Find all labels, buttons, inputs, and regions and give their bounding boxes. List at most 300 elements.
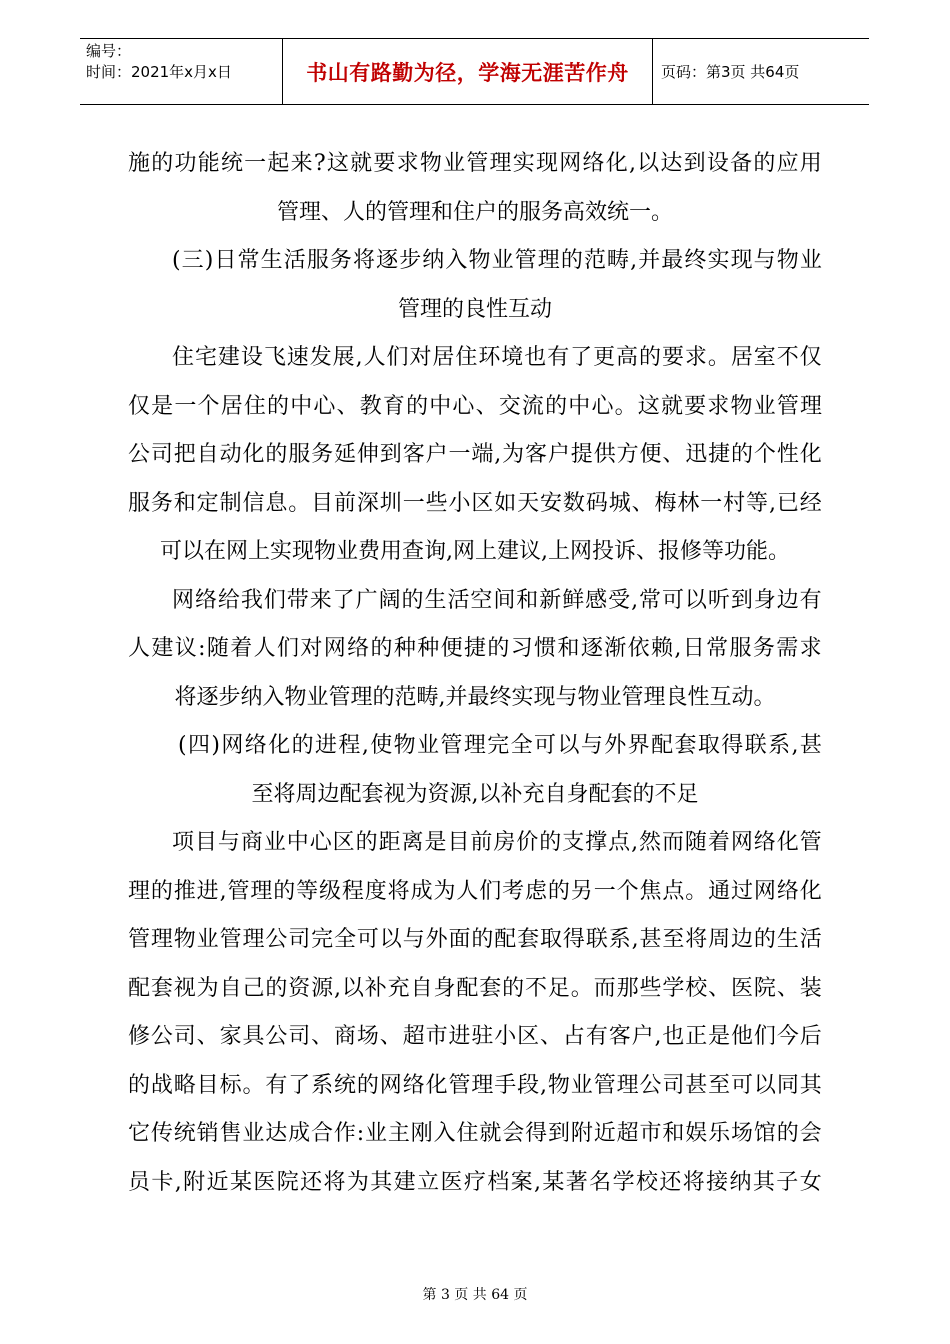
- text-line: [128, 625, 822, 674]
- text-char: 支: [562, 830, 585, 855]
- text-char: 络: [244, 733, 267, 758]
- text-char: 。: [707, 345, 730, 370]
- text-line-content: 可以在网上实现物业费用查询,网上建议,上网投诉、报修等功能。: [160, 539, 790, 564]
- text-char: 离: [401, 830, 424, 855]
- text-char: 随: [206, 636, 229, 661]
- text-char: 延: [334, 442, 357, 467]
- text-char: 修: [128, 1024, 151, 1049]
- text-line: [128, 237, 822, 286]
- document-body: [128, 140, 822, 1207]
- text-char: 是: [151, 393, 174, 419]
- text-line: [128, 577, 822, 626]
- text-char: 管: [799, 830, 822, 855]
- text-char: 活: [799, 927, 822, 952]
- text-char: 化: [425, 1072, 448, 1098]
- text-char: 户: [547, 442, 570, 467]
- text-char: 超: [402, 1024, 425, 1049]
- document-number-label: 编号：: [86, 42, 132, 60]
- text-char: 和: [516, 587, 539, 613]
- text-char: 三: [181, 248, 204, 273]
- text-char: 乐: [708, 1121, 731, 1146]
- text-char: 逐: [376, 248, 399, 273]
- text-char: 段: [517, 1072, 540, 1098]
- text-char: 项: [172, 830, 195, 855]
- text-char: 业: [365, 1121, 388, 1146]
- text-char: :: [356, 1121, 365, 1146]
- text-char: 身: [753, 587, 776, 613]
- text-char: 同: [776, 1072, 799, 1098]
- text-char: 务: [311, 442, 334, 467]
- text-char: 考: [502, 878, 525, 904]
- text-char: 程: [338, 733, 361, 758]
- text-char: 们: [479, 878, 502, 904]
- text-char: 施: [128, 151, 151, 176]
- text-char: 能: [197, 151, 220, 176]
- text-char: 司: [662, 1072, 685, 1098]
- text-char: 梅: [654, 490, 677, 516]
- text-char: 着: [230, 636, 253, 661]
- text-char: 最: [661, 248, 684, 273]
- text-char: 个: [616, 878, 639, 904]
- text-char: 、: [379, 1024, 402, 1049]
- text-char: 距: [378, 830, 401, 855]
- text-char: 校: [635, 1169, 658, 1195]
- text-char: 司: [288, 927, 311, 952]
- text-char: 一: [593, 878, 616, 904]
- text-char: 、: [776, 975, 799, 1001]
- text-char: 物: [468, 248, 491, 273]
- text-char: 们: [263, 587, 286, 613]
- text-char: 些: [425, 490, 448, 516]
- text-char: 案: [510, 1169, 533, 1195]
- text-char: 育: [382, 393, 405, 419]
- text-char: 前: [470, 830, 493, 855]
- text-char: 交: [498, 393, 521, 419]
- text-char: 中: [290, 393, 313, 419]
- text-char: 个: [197, 393, 220, 419]
- text-char: (: [178, 733, 187, 758]
- text-char: 身: [433, 975, 456, 1001]
- text-char: 带: [286, 587, 309, 613]
- text-char: 取: [540, 927, 563, 952]
- text-char: 联: [744, 733, 767, 758]
- text-char: 提: [570, 442, 593, 467]
- text-char: 公: [128, 442, 151, 467]
- text-char: 以: [753, 1072, 776, 1098]
- text-line: [128, 189, 822, 238]
- text-char: 销: [196, 1121, 219, 1146]
- text-char: 院: [276, 1169, 299, 1195]
- text-char: 物: [547, 1072, 570, 1098]
- text-char: 不: [776, 345, 799, 370]
- text-line: [128, 868, 822, 917]
- text-char: 区: [471, 490, 494, 516]
- text-char: 间: [493, 587, 516, 613]
- text-char: 、: [540, 1024, 563, 1049]
- text-line: [128, 674, 822, 723]
- text-char: 和: [557, 636, 580, 661]
- text-char: 商: [240, 830, 263, 855]
- text-char: 与: [402, 927, 425, 952]
- text-char: 的: [753, 151, 776, 176]
- text-char: 仅: [799, 345, 822, 370]
- text-char: 系: [608, 927, 631, 952]
- text-char: 了: [570, 345, 593, 370]
- text-char: 境: [501, 345, 524, 370]
- text-char: 宅: [194, 345, 217, 370]
- text-char: 居: [432, 345, 455, 370]
- text-char: 常: [639, 587, 662, 613]
- header-page-info: 页码：第3页 共64页: [661, 63, 800, 81]
- text-char: 便: [639, 442, 662, 467]
- text-char: 实: [512, 151, 535, 176]
- text-char: 动: [219, 442, 242, 467]
- text-char: 就: [660, 393, 683, 419]
- text-char: 推: [173, 878, 196, 904]
- text-char: 充: [387, 975, 410, 1001]
- text-char: 发: [309, 345, 332, 370]
- text-char: 甚: [685, 1072, 708, 1098]
- text-char: 主: [387, 1121, 410, 1146]
- text-char: 们: [753, 1024, 776, 1049]
- text-char: 随: [684, 830, 707, 855]
- text-char: 套: [150, 975, 173, 1001]
- text-char: 展: [332, 345, 355, 370]
- text-char: 近: [206, 1169, 229, 1195]
- text-char: 将: [682, 1169, 705, 1195]
- text-char: 视: [173, 975, 196, 1001]
- text-char: 。: [570, 975, 593, 1001]
- text-char: ,: [628, 151, 636, 176]
- text-char: 理: [242, 927, 265, 952]
- text-char: 进: [448, 1024, 471, 1049]
- text-char: 、: [631, 490, 654, 516]
- text-char: 装: [799, 975, 822, 1001]
- text-char: 心: [309, 830, 332, 855]
- text-char: 的: [151, 151, 174, 176]
- text-char: 林: [677, 490, 700, 516]
- text-char: 逐: [580, 636, 603, 661]
- text-line: [128, 383, 822, 432]
- text-char: 至: [662, 927, 685, 952]
- text-char: 生: [424, 587, 447, 613]
- text-char: 服: [288, 442, 311, 467]
- text-char: 馆: [753, 1121, 776, 1146]
- text-char: 到: [548, 1121, 571, 1146]
- text-char: 业: [570, 1072, 593, 1098]
- text-char: 公: [150, 1024, 173, 1049]
- text-char: 区: [332, 830, 355, 855]
- text-char: 然: [639, 830, 662, 855]
- text-char: 物: [730, 393, 753, 419]
- text-char: 人: [363, 345, 386, 370]
- text-char: 服: [128, 490, 151, 516]
- text-char: ): [204, 248, 214, 273]
- text-char: 配: [456, 975, 479, 1001]
- text-char: 的: [150, 878, 173, 904]
- text-char: 数: [562, 490, 585, 516]
- text-char: 学: [612, 1169, 635, 1195]
- text-char: 流: [521, 393, 544, 419]
- text-char: 会: [799, 1121, 822, 1146]
- text-char: 到: [730, 587, 753, 613]
- text-char: 方: [616, 442, 639, 467]
- text-char: 套: [517, 927, 540, 952]
- text-char: 外: [425, 927, 448, 952]
- text-char: 捷: [464, 636, 487, 661]
- text-line: [128, 1159, 822, 1208]
- text-char: 服: [306, 248, 329, 273]
- text-char: 配: [128, 975, 151, 1001]
- text-char: 客: [525, 442, 548, 467]
- text-char: 管: [448, 1072, 471, 1098]
- text-char: 己: [242, 975, 265, 1001]
- text-char: 功: [174, 151, 197, 176]
- text-char: 人: [128, 636, 151, 661]
- text-char: 一: [402, 490, 425, 516]
- text-char: 求: [396, 151, 419, 176]
- text-char: 以: [684, 587, 707, 613]
- text-char: 的: [487, 636, 510, 661]
- text-char: 日: [682, 636, 705, 661]
- text-char: 度: [364, 878, 387, 904]
- text-char: 、: [662, 442, 685, 467]
- text-char: 附: [570, 1121, 593, 1146]
- header-meta: [80, 39, 283, 104]
- text-char: 设: [240, 345, 263, 370]
- text-char: 为: [502, 442, 525, 467]
- text-char: 的: [545, 393, 568, 419]
- text-char: 点: [662, 878, 685, 904]
- text-char: 源: [311, 975, 334, 1001]
- text-char: 过: [731, 878, 754, 904]
- text-char: 空: [470, 587, 493, 613]
- text-char: 其: [370, 1169, 393, 1195]
- text-char: 起: [267, 151, 290, 176]
- text-char: 生: [260, 248, 283, 273]
- text-char: 建: [217, 345, 240, 370]
- text-char: 与: [217, 830, 240, 855]
- text-char: 室: [753, 345, 776, 370]
- text-char: 了: [332, 587, 355, 613]
- text-char: 。: [614, 393, 637, 419]
- text-char: 化: [242, 442, 265, 467]
- text-char: 并: [638, 248, 661, 273]
- text-char: 超: [616, 1121, 639, 1146]
- text-char: 们: [277, 636, 300, 661]
- text-char: 的: [291, 733, 314, 758]
- text-char: 管: [776, 393, 799, 419]
- text-char: 甚: [639, 927, 662, 952]
- text-char: 到: [379, 442, 402, 467]
- text-char: 名: [589, 1169, 612, 1195]
- text-char: 来: [290, 151, 313, 176]
- text-char: 程: [341, 878, 364, 904]
- text-char: 具: [242, 1024, 265, 1049]
- text-char: 络: [776, 878, 799, 904]
- text-char: 会: [502, 1121, 525, 1146]
- text-char: 一: [448, 442, 471, 467]
- text-char: 化: [776, 830, 799, 855]
- text-char: 们: [386, 345, 409, 370]
- text-char: 广: [355, 587, 378, 613]
- text-char: 医: [731, 975, 754, 1001]
- text-char: 住: [455, 345, 478, 370]
- text-char: 应: [776, 151, 799, 176]
- text-char: 现: [730, 248, 753, 273]
- text-line: [128, 528, 822, 577]
- text-char: 某: [229, 1169, 252, 1195]
- page-header: [80, 38, 869, 105]
- text-char: 点: [608, 830, 631, 855]
- text-char: 中: [568, 393, 591, 419]
- document-time: 时间：2021年x月x日: [86, 63, 232, 81]
- text-char: 占: [562, 1024, 585, 1049]
- text-char: 而: [593, 975, 616, 1001]
- text-char: 后: [799, 1024, 822, 1049]
- text-char: 的: [401, 587, 424, 613]
- text-char: 理: [799, 393, 822, 419]
- text-char: 客: [608, 1024, 631, 1049]
- text-char: 给: [217, 587, 240, 613]
- text-char: 成: [410, 878, 433, 904]
- text-char: 络: [194, 587, 217, 613]
- text-char: 成: [288, 1121, 311, 1146]
- text-char: 达: [660, 151, 683, 176]
- text-char: 便: [440, 636, 463, 661]
- text-char: 和: [662, 1121, 685, 1146]
- text-char: 医: [253, 1169, 276, 1195]
- text-char: 业: [443, 151, 466, 176]
- text-char: 的: [265, 442, 288, 467]
- text-char: 纳: [422, 248, 445, 273]
- text-char: ?: [313, 151, 326, 176]
- text-char: 为: [196, 975, 219, 1001]
- text-char: 物: [776, 248, 799, 273]
- text-char: 的: [471, 927, 494, 952]
- text-char: 等: [746, 490, 769, 516]
- text-char: 可: [356, 927, 379, 952]
- text-char: 心: [313, 393, 336, 419]
- text-char: 小: [448, 490, 471, 516]
- text-char: 区: [517, 1024, 540, 1049]
- text-char: 飞: [263, 345, 286, 370]
- text-char: 纳: [729, 1169, 752, 1195]
- text-char: 得: [562, 927, 585, 952]
- text-char: 议: [174, 636, 197, 661]
- text-char: 要: [684, 393, 707, 419]
- text-char: 现: [536, 151, 559, 176]
- text-char: 系: [768, 733, 791, 758]
- text-char: 步: [399, 248, 422, 273]
- text-char: 物: [173, 927, 196, 952]
- text-char: 得: [525, 1121, 548, 1146]
- text-char: ,: [631, 587, 639, 613]
- text-line: [128, 771, 822, 820]
- text-char: 合: [311, 1121, 334, 1146]
- text-char: 理: [489, 151, 512, 176]
- text-char: 公: [639, 1072, 662, 1098]
- text-char: 仅: [128, 393, 151, 419]
- text-char: 心: [591, 393, 614, 419]
- text-char: ,: [534, 1169, 542, 1195]
- text-char: 信: [242, 490, 265, 516]
- text-char: ,: [674, 636, 682, 661]
- text-char: 终: [684, 248, 707, 273]
- text-char: 不: [525, 975, 548, 1001]
- text-char: 高: [616, 345, 639, 370]
- text-char: 校: [685, 975, 708, 1001]
- text-char: 生: [776, 927, 799, 952]
- text-char: 场: [356, 1024, 379, 1049]
- text-char: ,: [219, 878, 227, 904]
- text-char: ,: [791, 733, 799, 758]
- text-char: 完: [487, 733, 510, 758]
- text-char: 这: [637, 393, 660, 419]
- text-char: 统: [220, 151, 243, 176]
- text-char: 的: [560, 248, 583, 273]
- text-char: 理: [471, 1072, 494, 1098]
- text-char: 渐: [604, 636, 627, 661]
- text-char: 种: [393, 636, 416, 661]
- text-char: 外: [604, 733, 627, 758]
- text-char: 驻: [471, 1024, 494, 1049]
- text-char: 正: [685, 1024, 708, 1049]
- page-footer: 第 3 页 共 64 页: [422, 1287, 528, 1303]
- text-char: 与: [580, 733, 603, 758]
- text-char: 以: [637, 151, 660, 176]
- text-char: 居: [220, 393, 243, 419]
- text-char: 网: [379, 1072, 402, 1098]
- text-char: 一: [174, 393, 197, 419]
- text-char: 常: [706, 636, 729, 661]
- text-char: 依: [627, 636, 650, 661]
- text-char: 。: [288, 490, 311, 516]
- text-line-content: 至将周边配套视为资源,以补充自身配套的不足: [251, 781, 699, 807]
- text-char: 医: [440, 1169, 463, 1195]
- text-char: 经: [799, 490, 822, 516]
- text-char: 。: [242, 1072, 265, 1098]
- text-char: 手: [494, 1072, 517, 1098]
- text-char: 化: [268, 733, 291, 758]
- text-char: 伸: [356, 442, 379, 467]
- text-char: 院: [753, 975, 776, 1001]
- text-char: 著: [565, 1169, 588, 1195]
- text-char: 建: [393, 1169, 416, 1195]
- text-char: 活: [283, 248, 306, 273]
- text-char: 疗: [463, 1169, 486, 1195]
- text-char: 自: [219, 975, 242, 1001]
- text-char: 理: [463, 733, 486, 758]
- text-char: 近: [593, 1121, 616, 1146]
- text-char: 住: [172, 345, 195, 370]
- text-char: 某: [542, 1169, 565, 1195]
- text-char: 得: [721, 733, 744, 758]
- text-line: [128, 916, 822, 965]
- text-char: 其: [799, 1072, 822, 1098]
- text-char: 户: [425, 442, 448, 467]
- text-char: 。: [685, 878, 708, 904]
- text-char: 价: [516, 830, 539, 855]
- text-char: 着: [707, 830, 730, 855]
- text-char: 对: [409, 345, 432, 370]
- text-char: 网: [323, 636, 346, 661]
- text-char: 业: [242, 1121, 265, 1146]
- text-char: 虑: [525, 878, 548, 904]
- text-char: 的: [753, 927, 776, 952]
- text-char: 的: [128, 1072, 151, 1098]
- text-char: 传: [150, 1121, 173, 1146]
